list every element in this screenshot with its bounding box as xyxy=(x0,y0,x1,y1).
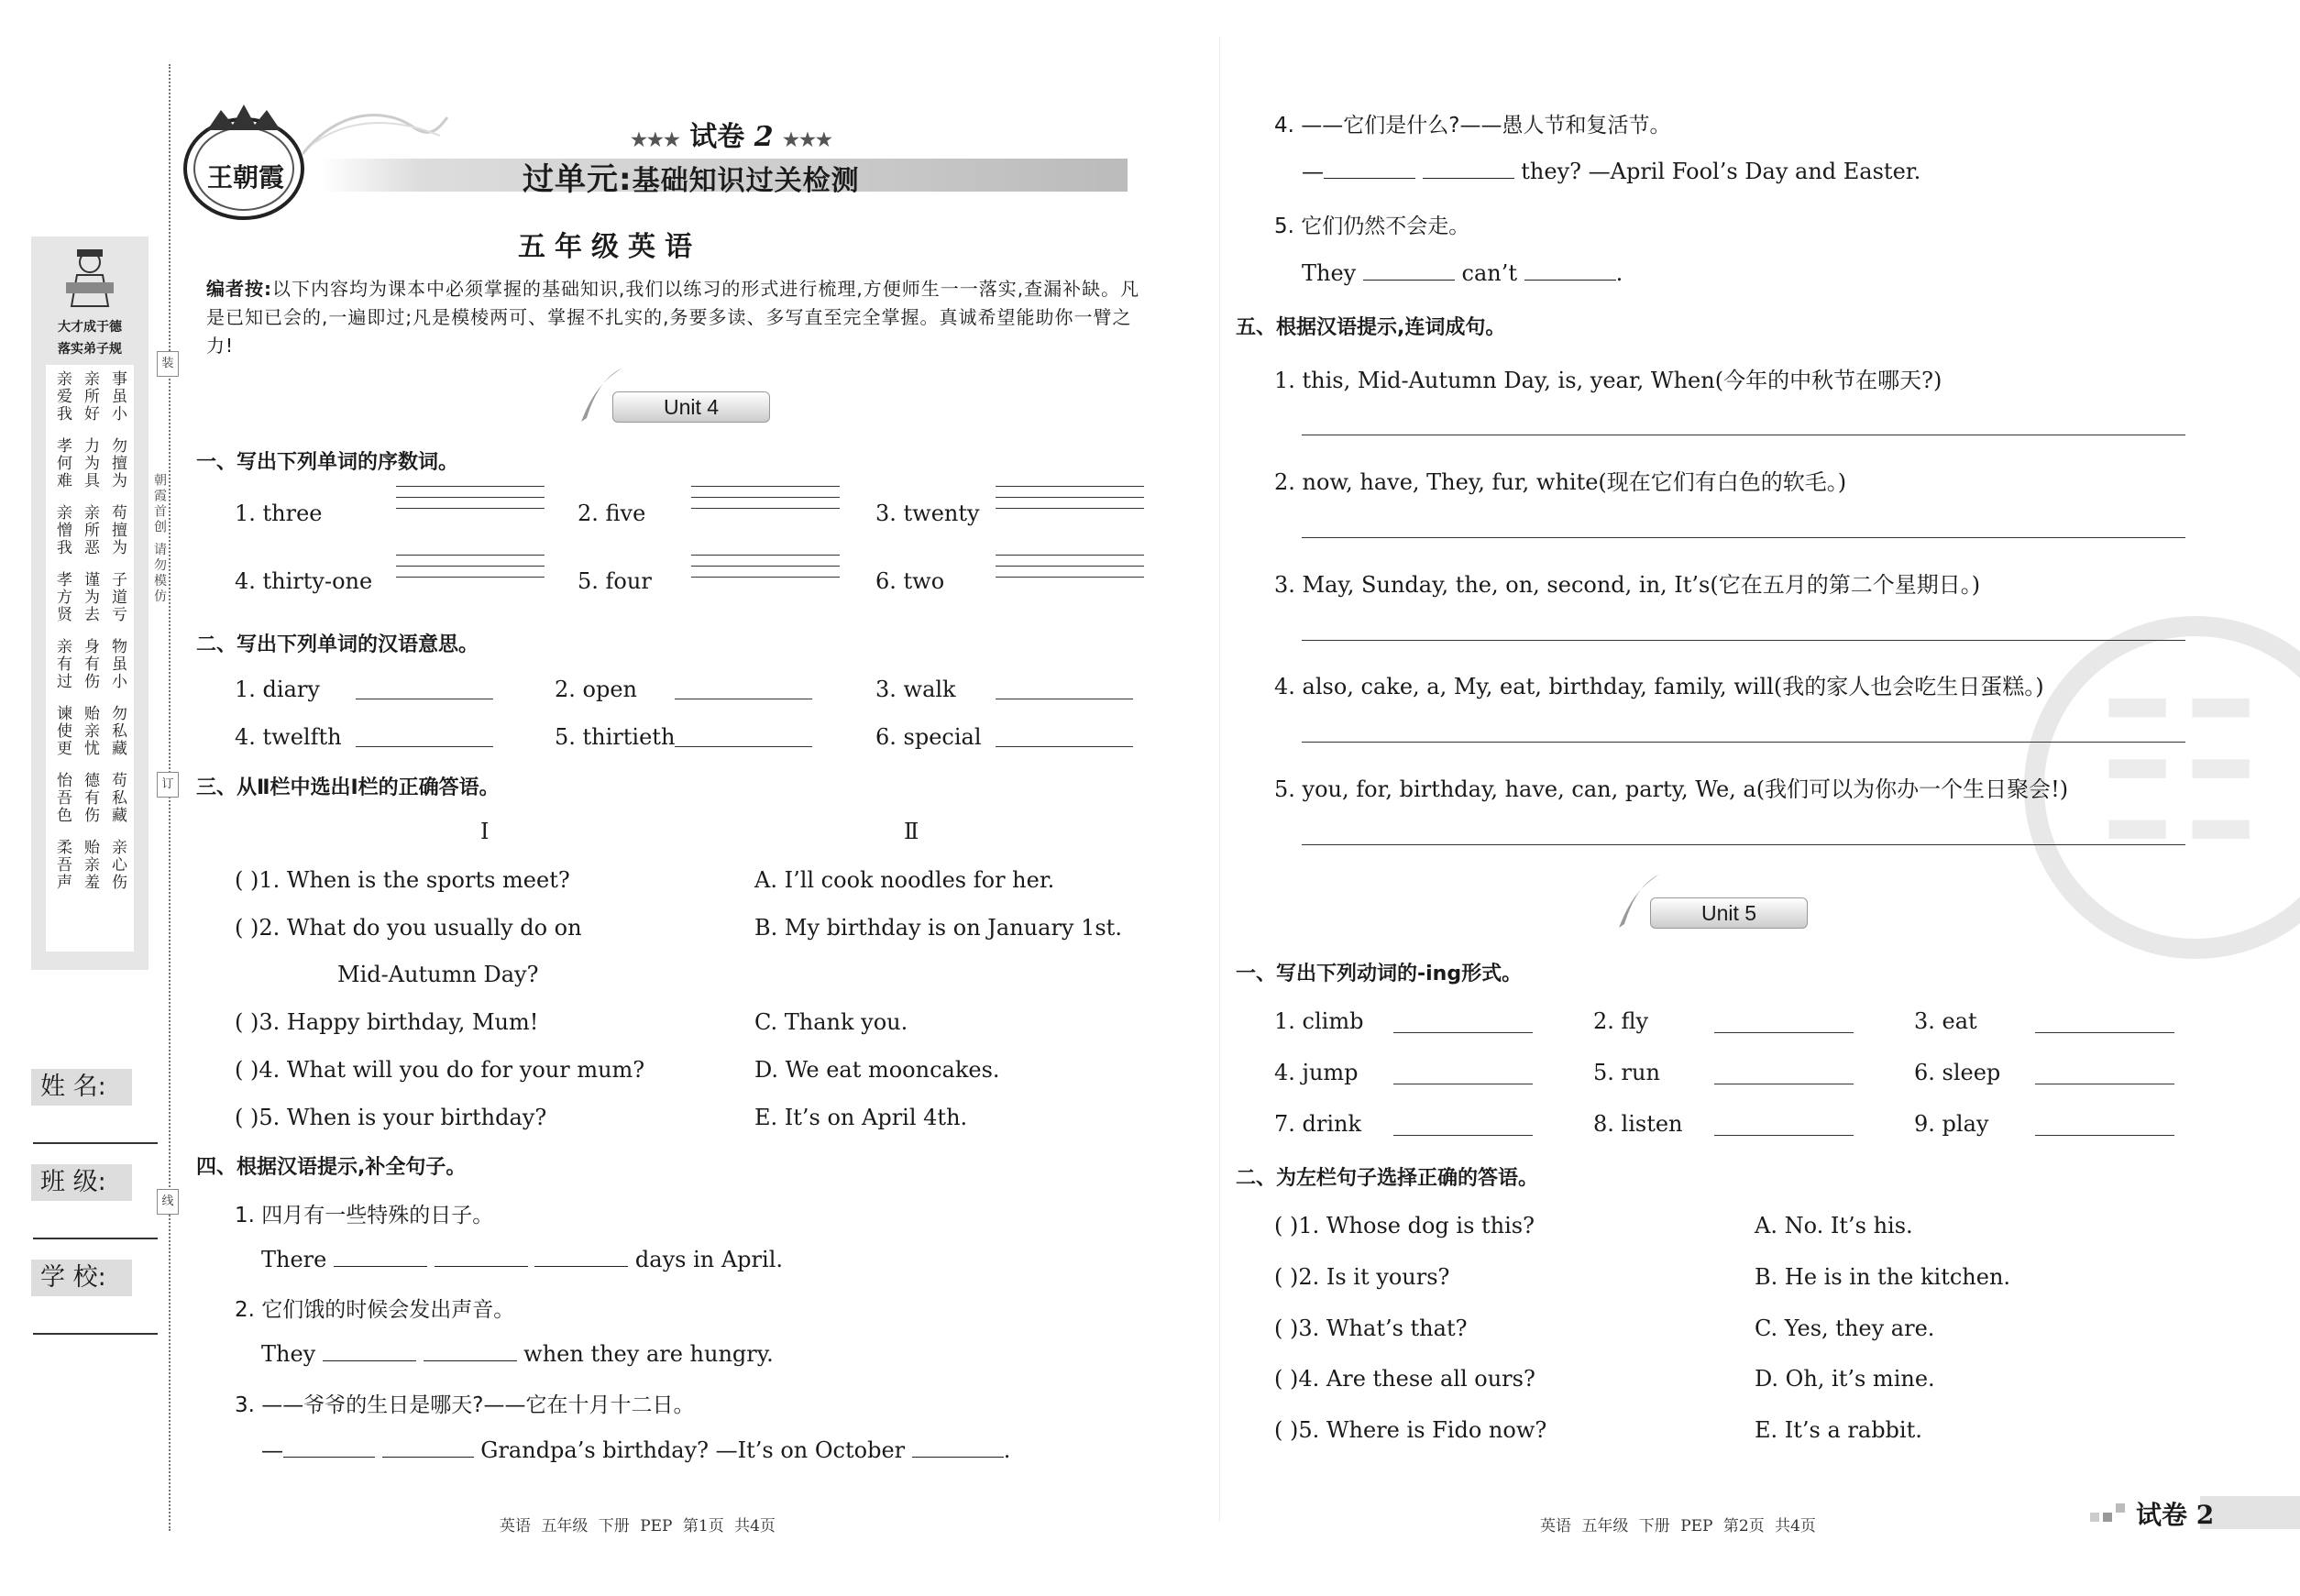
blank[interactable] xyxy=(1324,158,1415,179)
subject-title: 五年级英语 xyxy=(518,231,701,263)
answer-line[interactable] xyxy=(996,724,1133,747)
corner-squares-icon xyxy=(2090,1502,2129,1524)
answer-line[interactable] xyxy=(1302,411,2185,435)
paper-label: 试卷 xyxy=(689,121,745,153)
u4-s5-item2: 2. now, have, They, fur, white(现在它们有白色的软毛。) xyxy=(1274,469,1847,495)
answer-line[interactable] xyxy=(1714,1060,1854,1084)
answer-line[interactable] xyxy=(1393,1060,1533,1084)
u4-s4-q4 xyxy=(1302,158,1920,184)
u5-s2-a1: A. No. It’s his. xyxy=(1755,1213,1913,1238)
answer-line[interactable] xyxy=(2035,1060,2174,1084)
ribbon-swirl xyxy=(303,99,449,163)
title-main: 过单元 xyxy=(523,161,619,198)
answer-lines[interactable] xyxy=(996,555,1144,595)
watermark-glyph: ☷ xyxy=(2093,660,2266,885)
u4-s1-item5: 5. four xyxy=(578,568,652,594)
u5-s2-q4: ( )4. Are these all ours? xyxy=(1274,1366,1535,1392)
poem-group xyxy=(53,370,127,423)
stars-left: ★★★ xyxy=(631,128,680,150)
answer-lines[interactable] xyxy=(996,486,1144,526)
u4-s5-item1: 1. this, Mid-Autumn Day, is, year, When(今年的中秋节在哪天?) xyxy=(1274,368,1942,393)
u4-s3-q1: ( )1. When is the sports meet? xyxy=(235,867,570,893)
poem-column: 力为具 xyxy=(81,437,99,490)
u4-sec2-title: 二、写出下列单词的汉语意思。 xyxy=(196,633,479,656)
u4-s2-item4: 4. twelfth xyxy=(235,724,342,750)
u4-s5-item3: 3. May, Sunday, the, on, second, in, It’s(它在五月的第二个星期日。) xyxy=(1274,572,1981,598)
column-header-2: Ⅱ xyxy=(904,819,919,844)
u4-s4-q4-cn: 4. ——它们是什么?——愚人节和复活节。 xyxy=(1274,114,1671,138)
answer-line[interactable] xyxy=(356,677,493,699)
u4-s5-item5: 5. you, for, birthday, have, can, party, We, a(我们可以为你办一个生日聚会!) xyxy=(1274,776,2069,802)
u4-sec1-title: 一、写出下列单词的序数词。 xyxy=(196,451,459,474)
poem-column: 亲所恶 xyxy=(81,504,99,556)
poem-panel xyxy=(46,365,134,952)
bind-marker-bottom: 线 xyxy=(157,1189,179,1215)
q-text: they? —April Fool’s Day and Easter. xyxy=(1521,159,1921,184)
u5-s2-q3: ( )3. What’s that? xyxy=(1274,1315,1468,1341)
blank[interactable] xyxy=(435,1246,528,1267)
blank[interactable] xyxy=(334,1246,427,1267)
unit5-tag: Unit 5 xyxy=(1650,897,1808,929)
u4-s4-q1 xyxy=(261,1246,783,1272)
q-text: days in April. xyxy=(634,1247,783,1272)
u5-s2-a4: D. Oh, it’s mine. xyxy=(1755,1366,1935,1392)
u4-s1-item2: 2. five xyxy=(578,501,646,526)
poem-column: 柔吾声 xyxy=(53,839,72,891)
q-text: — xyxy=(1302,159,1324,184)
blank[interactable] xyxy=(424,1340,517,1361)
blank[interactable] xyxy=(534,1246,628,1267)
u4-s1-item1: 1. three xyxy=(235,501,323,526)
u4-s4-q2 xyxy=(261,1340,774,1367)
poem-column: 苟私藏 xyxy=(108,772,127,824)
u5-s2-a5: E. It’s a rabbit. xyxy=(1755,1417,1922,1443)
poem-column: 亲憎我 xyxy=(53,504,72,556)
motto-line-1: 大才成于德 xyxy=(58,320,122,335)
u5-s2-a2: B. He is in the kitchen. xyxy=(1755,1264,2011,1290)
u4-s3-q3: ( )3. Happy birthday, Mum! xyxy=(235,1009,539,1035)
u4-s4-q5 xyxy=(1302,259,1623,286)
u4-s2-item3: 3. walk xyxy=(875,677,956,702)
answer-line[interactable] xyxy=(356,724,493,747)
bind-marker-top: 装 xyxy=(157,351,179,377)
q-text: . xyxy=(1003,1437,1011,1463)
u4-s3-q2: ( )2. What do you usually do on xyxy=(235,915,582,941)
u4-s3-q4: ( )4. What will you do for your mum? xyxy=(235,1057,645,1083)
u5-s1-item5: 5. run xyxy=(1593,1060,1660,1085)
class-field[interactable] xyxy=(33,1238,158,1239)
poem-group xyxy=(53,437,127,490)
poem-group xyxy=(53,571,127,623)
answer-line[interactable] xyxy=(675,677,812,699)
poem-column: 怡吾色 xyxy=(53,772,72,824)
u4-s4-q3-cn: 3. ——爷爷的生日是哪天?——它在十月十二日。 xyxy=(235,1393,695,1417)
u4-s3-q2-cont: Mid-Autumn Day? xyxy=(337,962,539,987)
corner-band xyxy=(2200,1496,2300,1529)
answer-lines[interactable] xyxy=(396,486,545,526)
u5-s1-item9: 9. play xyxy=(1914,1111,1989,1137)
paper-number: 2 xyxy=(754,121,774,153)
answer-line[interactable] xyxy=(1714,1111,1854,1136)
answer-line[interactable] xyxy=(1302,718,2185,743)
name-label: 姓 名: xyxy=(31,1069,132,1106)
blank[interactable] xyxy=(323,1340,416,1361)
poem-column: 亲爱我 xyxy=(53,370,72,423)
u4-s3-a3: C. Thank you. xyxy=(754,1009,908,1035)
q-text: They xyxy=(1302,260,1357,286)
poem-column: 谨为去 xyxy=(81,571,99,623)
u5-s2-a3: C. Yes, they are. xyxy=(1755,1315,1935,1341)
q-text: when they are hungry. xyxy=(523,1341,774,1367)
answer-lines[interactable] xyxy=(396,555,545,595)
poem-column: 贻亲羞 xyxy=(81,839,99,891)
poem-group xyxy=(53,638,127,690)
blank[interactable] xyxy=(1423,158,1514,179)
poem-column: 事虽小 xyxy=(108,370,127,423)
q-text: . xyxy=(1615,260,1623,286)
footer-right: 英语 五年级 下册 PEP 第2页 共4页 xyxy=(1540,1517,1816,1535)
u5-s2-q5: ( )5. Where is Fido now? xyxy=(1274,1417,1547,1443)
q-text: — xyxy=(261,1437,283,1463)
u4-s3-q5: ( )5. When is your birthday? xyxy=(235,1105,547,1130)
u4-s1-item6: 6. two xyxy=(875,568,945,594)
answer-lines[interactable] xyxy=(691,555,840,595)
editor-note-text: 以下内容均为课本中必须掌握的基础知识,我们以练习的形式进行梳理,方便师生一一落实,查漏补缺。凡是已知已会的,一遍即过;凡是模棱两可、掌握不扎实的,务要多读、多写直至完全掌握。真诚希望能助你一臂之力! xyxy=(206,278,1140,357)
u4-s4-q3 xyxy=(261,1436,1010,1463)
poem-column: 勿私藏 xyxy=(108,705,127,757)
vertical-note: 朝霞首创 请勿模仿 xyxy=(152,473,167,605)
answer-lines[interactable] xyxy=(691,486,840,526)
answer-line[interactable] xyxy=(675,724,812,747)
blank[interactable] xyxy=(1524,259,1616,281)
stars-right: ★★★ xyxy=(783,128,832,150)
answer-line[interactable] xyxy=(1302,820,2185,845)
u5-s1-item1: 1. climb xyxy=(1274,1008,1364,1034)
u4-s5-item4: 4. also, cake, a, My, eat, birthday, family, will(我的家人也会吃生日蛋糕。) xyxy=(1274,674,2044,699)
poem-column: 物虽小 xyxy=(108,638,127,690)
answer-line[interactable] xyxy=(996,677,1133,699)
column-header-1: Ⅰ xyxy=(480,819,490,844)
class-label: 班 级: xyxy=(31,1164,132,1201)
sidebar-strip xyxy=(31,237,149,970)
school-label: 学 校: xyxy=(31,1260,132,1296)
u4-s3-a4: D. We eat mooncakes. xyxy=(754,1057,1000,1083)
brand-logo-text: 王朝霞 xyxy=(207,162,285,193)
poem-group xyxy=(53,705,127,757)
page-divider xyxy=(1219,37,1220,1522)
bind-marker-mid: 订 xyxy=(157,772,179,798)
poem-column: 亲有过 xyxy=(53,638,72,690)
q-text: There xyxy=(261,1247,327,1272)
u4-s2-item6: 6. special xyxy=(875,724,982,750)
poem-column: 亲所好 xyxy=(81,370,99,423)
title-sub: 基础知识过关检测 xyxy=(632,165,860,197)
page-title: 过单元:基础知识过关检测 xyxy=(523,161,860,198)
answer-line[interactable] xyxy=(1302,616,2185,641)
u5-s1-item2: 2. fly xyxy=(1593,1008,1649,1034)
u4-s4-q5-cn: 5. 它们仍然不会走。 xyxy=(1274,215,1470,238)
answer-line[interactable] xyxy=(1393,1008,1533,1033)
u5-sec1-title: 一、写出下列动词的-ing形式。 xyxy=(1236,963,1523,985)
poem-column: 孝何难 xyxy=(53,437,72,490)
u4-s1-item3: 3. twenty xyxy=(875,501,980,526)
u4-s3-a2: B. My birthday is on January 1st. xyxy=(754,915,1122,941)
poem-column: 谏使更 xyxy=(53,705,72,757)
corner-label: 试卷 2 xyxy=(2136,1500,2215,1530)
editor-note-label: 编者按 xyxy=(206,278,264,300)
u4-s4-q1-cn: 1. 四月有一些特殊的日子。 xyxy=(235,1204,494,1227)
blank[interactable] xyxy=(382,1436,474,1458)
q-text: They xyxy=(261,1341,316,1367)
poem-column: 德有伤 xyxy=(81,772,99,824)
poem-group xyxy=(53,504,127,556)
u4-s3-a5: E. It’s on April 4th. xyxy=(754,1105,968,1130)
footer-left: 英语 五年级 下册 PEP 第1页 共4页 xyxy=(500,1517,776,1535)
poem-group xyxy=(53,839,127,891)
poem-column: 孝方贤 xyxy=(53,571,72,623)
poem-column: 苟擅为 xyxy=(108,504,127,556)
poem-group xyxy=(53,772,127,824)
blank[interactable] xyxy=(283,1436,375,1458)
unit4-tag: Unit 4 xyxy=(612,391,770,423)
u4-sec3-title: 三、从Ⅱ栏中选出Ⅰ栏的正确答语。 xyxy=(196,776,500,799)
q-text: can’t xyxy=(1461,260,1517,286)
answer-line[interactable] xyxy=(1714,1008,1854,1033)
poem-column: 勿擅为 xyxy=(108,437,127,490)
blank[interactable] xyxy=(1363,259,1455,281)
name-field[interactable] xyxy=(33,1142,158,1144)
u5-s1-item7: 7. drink xyxy=(1274,1111,1362,1137)
u5-s2-q2: ( )2. Is it yours? xyxy=(1274,1264,1450,1290)
poem-column: 贻亲忧 xyxy=(81,705,99,757)
answer-line[interactable] xyxy=(1393,1111,1533,1136)
u4-sec4-title: 四、根据汉语提示,补全句子。 xyxy=(196,1156,467,1179)
u4-s2-item1: 1. diary xyxy=(235,677,320,702)
u4-s2-item2: 2. open xyxy=(555,677,637,702)
u4-s3-a1: A. I’ll cook noodles for her. xyxy=(754,867,1055,893)
answer-line[interactable] xyxy=(2035,1111,2174,1136)
poem-column: 子道亏 xyxy=(108,571,127,623)
u5-s1-item3: 3. eat xyxy=(1914,1008,1977,1034)
poem-column: 亲心伤 xyxy=(108,839,127,891)
fold-line xyxy=(169,64,171,1531)
u5-sec2-title: 二、为左栏句子选择正确的答语。 xyxy=(1236,1167,1539,1190)
u4-s1-item4: 4. thirty-one xyxy=(235,568,373,594)
u5-s2-q1: ( )1. Whose dog is this? xyxy=(1274,1213,1535,1238)
u5-s1-item8: 8. listen xyxy=(1593,1111,1683,1137)
u5-s1-item4: 4. jump xyxy=(1274,1060,1359,1085)
blank[interactable] xyxy=(912,1436,1004,1458)
editor-note: 编者按:以下内容均为课本中必须掌握的基础知识,我们以练习的形式进行梳理,方便师生一一落实,查漏补缺。凡是已知已会的,一遍即过;凡是模棱两可、掌握不扎实的,务要多读、多写直至完全掌握。真诚希望能助你一臂之力! xyxy=(206,278,1140,357)
paper-label-row xyxy=(631,114,832,154)
poem-column: 身有伤 xyxy=(81,638,99,690)
u5-s1-item6: 6. sleep xyxy=(1914,1060,2001,1085)
answer-line[interactable] xyxy=(1302,513,2185,538)
u4-s4-q2-cn: 2. 它们饿的时候会发出声音。 xyxy=(235,1298,515,1322)
answer-line[interactable] xyxy=(2035,1008,2174,1033)
school-field[interactable] xyxy=(33,1333,158,1335)
u4-s2-item5: 5. thirtieth xyxy=(555,724,676,750)
poem-columns xyxy=(53,370,127,891)
u4-sec5-title: 五、根据汉语提示,连词成句。 xyxy=(1236,316,1506,339)
motto-line-2: 落实弟子规 xyxy=(58,342,122,357)
q-text: Grandpa’s birthday? —It’s on October xyxy=(480,1437,906,1463)
